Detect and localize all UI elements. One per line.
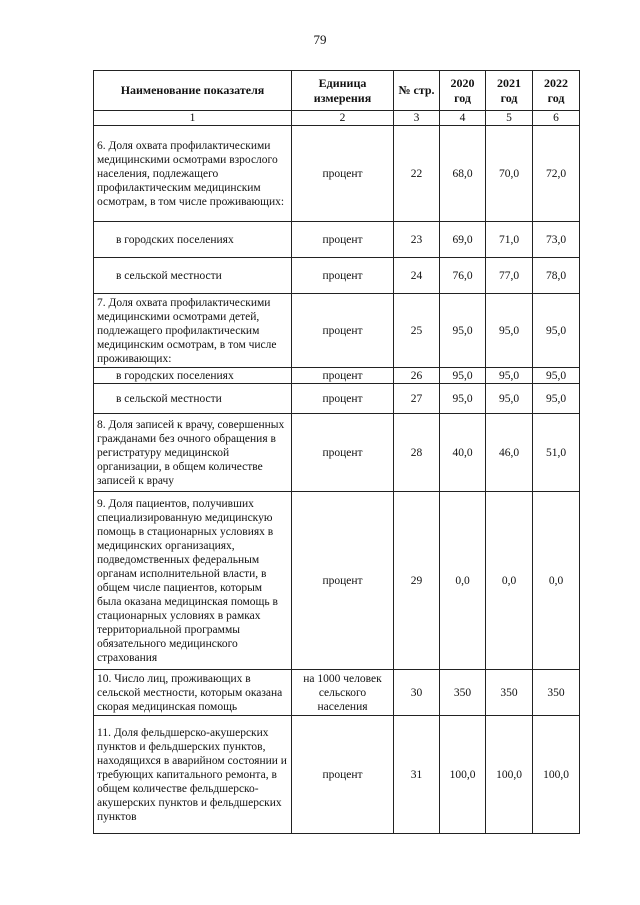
value-2020: 69,0 <box>440 222 486 258</box>
table-row <box>94 414 580 492</box>
table-row <box>94 670 580 716</box>
header-unit: Единица измерения <box>292 71 394 111</box>
indicator-name: 7. Доля охвата профилактическими медицинскими осмотрами детей, подлежащего профилактическим медицинским осмотрам, в том числе проживающих: <box>94 294 292 368</box>
table-row <box>94 294 580 368</box>
indicator-unit: на 1000 человек сельского населения <box>292 670 394 716</box>
value-2020: 100,0 <box>440 716 486 834</box>
indicator-name: 9. Доля пациентов, получивших специализированную медицинскую помощь в стационарных условиях в медицинских организациях, подведомственных федеральным органам исполнительной власти, в общем числе пациентов, которым была оказана медицинская помощь в стационарных условиях в рамках территориальной программы обязательного медицинского страхования <box>94 492 292 670</box>
value-2021: 0,0 <box>486 492 533 670</box>
row-number: 22 <box>394 126 440 222</box>
indicator-name: в сельской местности <box>94 258 292 294</box>
row-number: 23 <box>394 222 440 258</box>
value-2022: 95,0 <box>533 368 580 384</box>
indicator-unit: процент <box>292 492 394 670</box>
header-2021: 2021 год <box>486 71 533 111</box>
header-2020: 2020 год <box>440 71 486 111</box>
header-str: № стр. <box>394 71 440 111</box>
column-number: 3 <box>394 111 440 126</box>
value-2021: 77,0 <box>486 258 533 294</box>
table-row <box>94 492 580 670</box>
header-name: Наименование показателя <box>94 71 292 111</box>
value-2021: 70,0 <box>486 126 533 222</box>
row-number: 24 <box>394 258 440 294</box>
indicator-unit: процент <box>292 258 394 294</box>
value-2022: 0,0 <box>533 492 580 670</box>
value-2021: 46,0 <box>486 414 533 492</box>
column-number: 4 <box>440 111 486 126</box>
indicator-name: 10. Число лиц, проживающих в сельской местности, которым оказана скорая медицинская помощь <box>94 670 292 716</box>
value-2022: 78,0 <box>533 258 580 294</box>
value-2021: 95,0 <box>486 368 533 384</box>
column-number: 1 <box>94 111 292 126</box>
value-2020: 68,0 <box>440 126 486 222</box>
indicator-unit: процент <box>292 716 394 834</box>
value-2020: 95,0 <box>440 368 486 384</box>
value-2020: 350 <box>440 670 486 716</box>
column-number: 6 <box>533 111 580 126</box>
value-2021: 100,0 <box>486 716 533 834</box>
indicator-name: в городских поселениях <box>94 368 292 384</box>
value-2020: 76,0 <box>440 258 486 294</box>
indicator-name: в городских поселениях <box>94 222 292 258</box>
row-number: 28 <box>394 414 440 492</box>
row-number: 29 <box>394 492 440 670</box>
value-2020: 95,0 <box>440 294 486 368</box>
indicator-unit: процент <box>292 414 394 492</box>
value-2022: 100,0 <box>533 716 580 834</box>
indicator-name: 11. Доля фельдшерско-акушерских пунктов и фельдшерских пунктов, находящихся в аварийном состоянии и требующих капитального ремонта, в общем количестве фельдшерско-акушерских пунктов и фельдшерских пунктов <box>94 716 292 834</box>
value-2021: 71,0 <box>486 222 533 258</box>
header-2022: 2022 год <box>533 71 580 111</box>
value-2022: 72,0 <box>533 126 580 222</box>
value-2022: 73,0 <box>533 222 580 258</box>
value-2020: 0,0 <box>440 492 486 670</box>
table-row <box>94 368 580 384</box>
column-number: 2 <box>292 111 394 126</box>
row-number: 31 <box>394 716 440 834</box>
value-2021: 350 <box>486 670 533 716</box>
row-number: 30 <box>394 670 440 716</box>
column-number-row <box>94 111 580 126</box>
page-number: 79 <box>313 32 327 47</box>
table-row <box>94 222 580 258</box>
value-2022: 95,0 <box>533 384 580 414</box>
table-row <box>94 126 580 222</box>
indicators-table <box>93 70 580 834</box>
value-2021: 95,0 <box>486 384 533 414</box>
header-row <box>94 71 580 111</box>
value-2020: 95,0 <box>440 384 486 414</box>
table-row <box>94 258 580 294</box>
row-number: 25 <box>394 294 440 368</box>
value-2020: 40,0 <box>440 414 486 492</box>
value-2022: 350 <box>533 670 580 716</box>
table-row <box>94 384 580 414</box>
indicator-unit: процент <box>292 222 394 258</box>
indicator-name: 8. Доля записей к врачу, совершенных гражданами без очного обращения в регистратуру медицинской организации, в общем количестве записей к врачу <box>94 414 292 492</box>
indicator-unit: процент <box>292 368 394 384</box>
indicator-unit: процент <box>292 384 394 414</box>
indicator-unit: процент <box>292 126 394 222</box>
row-number: 26 <box>394 368 440 384</box>
column-number: 5 <box>486 111 533 126</box>
value-2021: 95,0 <box>486 294 533 368</box>
value-2022: 95,0 <box>533 294 580 368</box>
indicator-name: 6. Доля охвата профилактическими медицинскими осмотрами взрослого населения, подлежащего профилактическим медицинским осмотрам, в том числе проживающих: <box>94 126 292 222</box>
row-number: 27 <box>394 384 440 414</box>
indicator-name: в сельской местности <box>94 384 292 414</box>
indicator-unit: процент <box>292 294 394 368</box>
value-2022: 51,0 <box>533 414 580 492</box>
table-row <box>94 716 580 834</box>
